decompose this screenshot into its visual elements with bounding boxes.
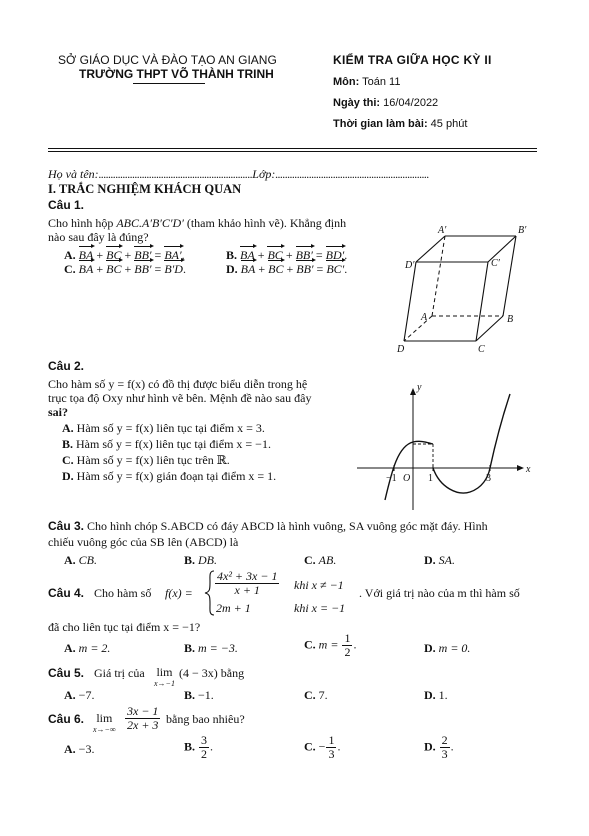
q6-denominator: 2x + 3 bbox=[127, 718, 159, 732]
origin-label: O bbox=[403, 473, 411, 484]
q3-option-b-letter: B. bbox=[184, 553, 196, 567]
vertex-b: B bbox=[507, 314, 514, 325]
q1-label: Câu 1. bbox=[48, 198, 85, 212]
q4-option-a[interactable] bbox=[64, 641, 110, 656]
subject-value: Toán 11 bbox=[362, 76, 401, 88]
q6-option-c-post: . bbox=[337, 739, 341, 754]
q4-case1-condition: khi x ≠ −1 bbox=[294, 578, 344, 592]
q6-option-d-numerator: 2 bbox=[441, 733, 448, 747]
q3-stem-line2: chiếu vuông góc của SB lên (ABCD) là bbox=[48, 535, 239, 549]
q4-option-c-numerator: 1 bbox=[344, 631, 351, 645]
q6-option-d-post: . bbox=[450, 739, 454, 754]
q3-option-b[interactable] bbox=[184, 553, 217, 568]
vertex-d1: D′ bbox=[405, 260, 415, 271]
q6-label: Câu 6. bbox=[48, 712, 85, 726]
q4-option-d[interactable] bbox=[424, 641, 470, 656]
q6-option-c-letter: C. bbox=[304, 739, 316, 754]
q2-option-d-text: Hàm số y = f(x) gián đoạn tại điểm x = 1. bbox=[76, 469, 277, 483]
q6-option-b-denominator: 2 bbox=[201, 747, 208, 761]
header-rule-top bbox=[48, 148, 537, 149]
q2-option-d[interactable] bbox=[62, 469, 276, 484]
school-underline bbox=[133, 83, 205, 84]
class-label: Lớp: bbox=[252, 167, 276, 181]
q1-option-c-letter: C. bbox=[64, 262, 76, 276]
x-axis-label: x bbox=[526, 464, 531, 475]
q2-option-c-letter: C. bbox=[62, 453, 74, 467]
q6-option-b[interactable] bbox=[184, 734, 213, 761]
q5-option-a-text: −7. bbox=[78, 688, 95, 702]
q2-stem-line1: Cho hàm số y = f(x) có đồ thị được biểu diễn trong hệ bbox=[48, 377, 308, 391]
graph-curve-left bbox=[385, 441, 433, 500]
q1-option-d[interactable]: D. BA + BC + BB′ = BC′. bbox=[226, 262, 348, 276]
q3-stem-line1 bbox=[48, 519, 488, 534]
q4-case1-fraction bbox=[214, 570, 280, 597]
department-name: SỞ GIÁO DỤC VÀ ĐÀO TẠO AN GIANG bbox=[58, 53, 277, 67]
q1-option-c[interactable]: C. BA + BC + BB′ = B′D. bbox=[64, 262, 186, 276]
q4-stem-b: . Với giá trị nào của m thì hàm số bbox=[359, 586, 520, 600]
q6-numerator: 3x − 1 bbox=[127, 704, 159, 718]
q2-option-b-letter: B. bbox=[62, 437, 74, 451]
q4-fx: f(x) = bbox=[165, 586, 193, 600]
q3-option-d-letter: D. bbox=[424, 553, 436, 567]
q1-stem-math: ABC.A′B′C′D′ bbox=[116, 216, 184, 230]
q2-stem-line2: trục tọa độ Oxy như hình vẽ bên. Mệnh đề nào sau đây bbox=[48, 391, 312, 405]
time-label: Thời gian làm bài: bbox=[333, 118, 428, 130]
q5-lim-subscript: x→−1 bbox=[154, 679, 175, 688]
q4-case1-denominator: x + 1 bbox=[234, 583, 260, 597]
q5-option-b-text: −1. bbox=[198, 688, 214, 702]
q1-stem-text-2: (tham khảo hình vẽ). Khẳng định bbox=[186, 216, 347, 230]
q6-option-a-text: −3. bbox=[78, 742, 95, 756]
school-name: TRƯỜNG THPT VÕ THÀNH TRINH bbox=[79, 67, 274, 81]
q6-option-c[interactable] bbox=[304, 734, 340, 761]
q6-option-c-pre: − bbox=[318, 739, 326, 754]
subject-label: Môn: bbox=[333, 76, 360, 88]
q6-option-a[interactable] bbox=[64, 742, 94, 757]
q4-label: Câu 4. bbox=[48, 586, 85, 600]
exam-title: KIỂM TRA GIỮA HỌC KỲ II bbox=[333, 53, 492, 67]
q5-option-d[interactable] bbox=[424, 688, 448, 703]
q2-stem-line3: sai? bbox=[48, 405, 69, 419]
q4-option-c[interactable] bbox=[304, 632, 356, 659]
date-line bbox=[333, 97, 438, 109]
q3-option-a[interactable] bbox=[64, 553, 97, 568]
tick-one: 1 bbox=[428, 473, 433, 484]
q5-option-b-letter: B. bbox=[184, 688, 196, 702]
q2-option-c-text: Hàm số y = f(x) liên tục trên ℝ. bbox=[76, 453, 230, 467]
q3-stem-text: Cho hình chóp S.ABCD có đáy ABCD là hình vuông, SA vuông góc mặt đáy. Hình bbox=[87, 519, 488, 533]
q3-option-d[interactable] bbox=[424, 553, 455, 568]
q6-option-b-post: . bbox=[210, 739, 214, 754]
q1-stem-text: Cho hình hộp bbox=[48, 216, 114, 230]
name-field[interactable]: ................................................................ bbox=[98, 167, 253, 181]
q4-case2-expression: 2m + 1 bbox=[216, 601, 251, 615]
vertex-a1: A′ bbox=[438, 225, 447, 236]
time-line bbox=[333, 118, 467, 130]
graph-curve-right bbox=[433, 394, 510, 493]
q4-case2-condition: khi x = −1 bbox=[294, 601, 346, 615]
q6-lim-subscript: x→−∞ bbox=[93, 725, 116, 734]
vertex-c1: C′ bbox=[491, 258, 500, 269]
q4-option-b-letter: B. bbox=[184, 641, 196, 655]
q6-stem-b: bằng bao nhiêu? bbox=[166, 712, 245, 726]
q4-case1-numerator: 4x² + 3x − 1 bbox=[217, 569, 278, 583]
q6-option-c-numerator: 1 bbox=[328, 733, 335, 747]
q6-option-d-denominator: 3 bbox=[441, 747, 448, 761]
q1-stem bbox=[48, 216, 346, 231]
time-value: 45 phút bbox=[430, 118, 468, 130]
q5-option-c-text: 7. bbox=[318, 688, 328, 702]
q1-stem-line2: nào sau đây là đúng? bbox=[48, 230, 149, 244]
q4-option-c-letter: C. bbox=[304, 637, 316, 652]
vertex-c: C bbox=[478, 344, 485, 355]
q1-option-d-letter: D. bbox=[226, 262, 238, 276]
q6-limit bbox=[93, 713, 116, 735]
tick-minus-one: −1 bbox=[386, 473, 397, 484]
q4-stem-line2: đã cho liên tục tại điểm x = −1? bbox=[48, 620, 201, 634]
name-label: Họ và tên: bbox=[48, 167, 99, 181]
q4-option-a-text: m = 2. bbox=[78, 641, 111, 655]
q5-expression: (4 − 3x) bằng bbox=[179, 666, 245, 680]
q5-label: Câu 5. bbox=[48, 666, 85, 680]
q3-label: Câu 3. bbox=[48, 519, 85, 533]
q4-option-d-text: m = 0. bbox=[438, 641, 471, 655]
q6-fraction bbox=[124, 705, 161, 732]
q6-option-b-numerator: 3 bbox=[201, 733, 208, 747]
q6-option-d-letter: D. bbox=[424, 739, 436, 754]
q2-option-b[interactable] bbox=[62, 437, 271, 452]
q1-option-b-letter: B. bbox=[226, 248, 238, 262]
q2-option-a-letter: A. bbox=[62, 421, 74, 435]
q4-option-b[interactable] bbox=[184, 641, 238, 656]
q1-option-a-letter: A. bbox=[64, 248, 76, 262]
q2-option-d-letter: D. bbox=[62, 469, 74, 483]
q2-option-a[interactable] bbox=[62, 421, 265, 436]
q4-option-c-denominator: 2 bbox=[344, 645, 351, 659]
section-title: I. TRẮC NGHIỆM KHÁCH QUAN bbox=[48, 182, 242, 196]
q5-option-a-letter: A. bbox=[64, 688, 76, 702]
q3-option-b-text: DB. bbox=[198, 553, 218, 567]
q3-option-d-text: SA. bbox=[438, 553, 456, 567]
q4-option-c-post: . bbox=[353, 637, 357, 652]
q2-option-c[interactable] bbox=[62, 453, 230, 468]
q4-stem-a: Cho hàm số bbox=[94, 586, 152, 600]
vertex-d: D bbox=[397, 344, 405, 355]
y-axis-label: y bbox=[417, 382, 422, 393]
q5-option-c-letter: C. bbox=[304, 688, 316, 702]
subject-line bbox=[333, 76, 400, 88]
q5-option-b[interactable] bbox=[184, 688, 214, 703]
header-rule-bottom bbox=[48, 151, 537, 152]
date-label: Ngày thi: bbox=[333, 97, 381, 109]
q2-option-b-text: Hàm số y = f(x) liên tục tại điểm x = −1. bbox=[76, 437, 271, 451]
q3-option-c[interactable] bbox=[304, 553, 336, 568]
student-info-line bbox=[48, 167, 429, 182]
q3-option-a-letter: A. bbox=[64, 553, 76, 567]
q1-option-a[interactable]: A. BA + BC + BB′ = BA′. bbox=[64, 248, 185, 262]
q6-lim-word: lim bbox=[96, 711, 113, 725]
q3-option-a-text: CB. bbox=[78, 553, 98, 567]
q6-option-b-letter: B. bbox=[184, 739, 196, 754]
q2-label: Câu 2. bbox=[48, 359, 85, 373]
q4-option-a-letter: A. bbox=[64, 641, 76, 655]
vertex-a: A bbox=[421, 312, 428, 323]
q5-stem-a: Giá trị của bbox=[94, 666, 145, 680]
q5-limit bbox=[154, 667, 175, 689]
q5-option-c[interactable] bbox=[304, 688, 328, 703]
q4-option-c-pre: m = bbox=[318, 637, 339, 652]
q2-option-a-text: Hàm số y = f(x) liên tục tại điểm x = 3. bbox=[76, 421, 265, 435]
date-value: 16/04/2022 bbox=[383, 97, 439, 109]
q1-option-b[interactable]: B. BA + BC + BB′ = BD′. bbox=[226, 248, 348, 262]
q5-option-d-text: 1. bbox=[438, 688, 448, 702]
q5-option-a[interactable] bbox=[64, 688, 94, 703]
q5-option-d-letter: D. bbox=[424, 688, 436, 702]
vertex-b1: B′ bbox=[518, 225, 527, 236]
q4-option-d-letter: D. bbox=[424, 641, 436, 655]
q6-option-d[interactable] bbox=[424, 734, 454, 761]
tick-three: 3 bbox=[486, 473, 491, 484]
q6-option-a-letter: A. bbox=[64, 742, 76, 756]
q5-lim-word: lim bbox=[156, 665, 173, 679]
class-field[interactable]: ................................................................ bbox=[275, 167, 429, 181]
q6-option-c-denominator: 3 bbox=[328, 747, 335, 761]
q3-option-c-text: AB. bbox=[318, 553, 337, 567]
q3-option-c-letter: C. bbox=[304, 553, 316, 567]
q4-option-b-text: m = −3. bbox=[198, 641, 238, 655]
